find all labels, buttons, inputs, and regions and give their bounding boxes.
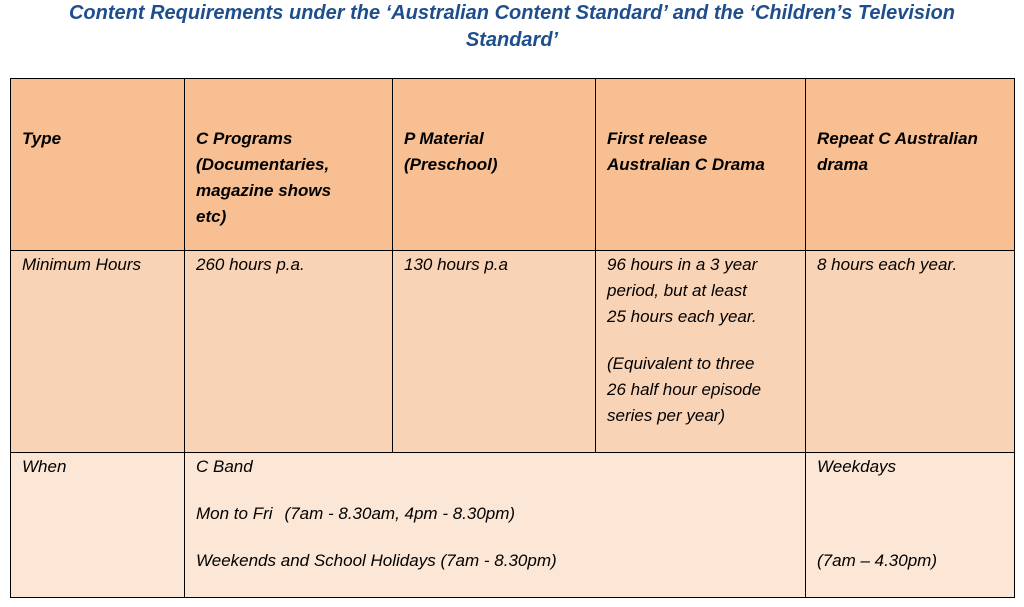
when-repeat bbox=[806, 453, 1015, 598]
table-cell-note-line: 26 half hour episode bbox=[607, 380, 762, 399]
header-first-release-line: Australian C Drama bbox=[607, 155, 765, 174]
weekend-schedule: Weekends and School Holidays (7am - 8.30pm) bbox=[196, 551, 557, 570]
when-label bbox=[11, 453, 185, 598]
when-row bbox=[11, 453, 1015, 598]
minimum-hours-p-material bbox=[393, 251, 596, 453]
header-c-programs bbox=[185, 79, 393, 251]
table-cell-note-line: series per year) bbox=[607, 406, 726, 425]
table-cell-line: 25 hours each year. bbox=[607, 307, 757, 326]
header-p-material bbox=[393, 79, 596, 251]
header-c-programs-line: magazine shows bbox=[196, 181, 332, 200]
header-p-material-line: (Preschool) bbox=[404, 155, 498, 174]
spacer bbox=[817, 527, 1004, 548]
table-cell-value: 260 hours p.a. bbox=[196, 255, 305, 274]
header-repeat-line: drama bbox=[817, 155, 869, 174]
header-c-programs-line: C Programs bbox=[196, 129, 293, 148]
table-header-row bbox=[11, 79, 1015, 251]
repeat-days: Weekdays bbox=[817, 457, 897, 476]
minimum-hours-c-programs bbox=[185, 251, 393, 453]
repeat-times: (7am – 4.30pm) bbox=[817, 551, 937, 570]
table-cell-value: 8 hours each year. bbox=[817, 255, 958, 274]
weekday-days: Mon to Fri bbox=[196, 504, 273, 523]
title-line-2: Standard’ bbox=[465, 29, 559, 51]
table-cell-line: period, but at least bbox=[607, 281, 747, 300]
header-type-label: Type bbox=[22, 129, 62, 148]
spacer bbox=[196, 527, 795, 548]
spacer bbox=[607, 330, 795, 351]
header-c-programs-line: etc) bbox=[196, 207, 227, 226]
header-repeat bbox=[806, 79, 1015, 251]
header-first-release-line: First release bbox=[607, 129, 708, 148]
header-type bbox=[11, 79, 185, 251]
header-repeat-line: Repeat C Australian bbox=[817, 129, 978, 148]
spacer bbox=[196, 480, 795, 501]
c-band-label: C Band bbox=[196, 457, 253, 476]
weekday-times: (7am - 8.30am, 4pm - 8.30pm) bbox=[284, 504, 516, 523]
spacer bbox=[817, 480, 1004, 527]
table-cell-value: 130 hours p.a bbox=[404, 255, 508, 274]
minimum-hours-row bbox=[11, 251, 1015, 453]
header-first-release bbox=[596, 79, 806, 251]
content-requirements-table bbox=[10, 78, 1015, 598]
header-c-programs-line: (Documentaries, bbox=[196, 155, 330, 174]
when-c-band bbox=[185, 453, 806, 598]
table-cell-note-line: (Equivalent to three bbox=[607, 354, 755, 373]
header-p-material-line: P Material bbox=[404, 129, 484, 148]
minimum-hours-label bbox=[11, 251, 185, 453]
title-line-1: Content Requirements under the ‘Australian Content Standard’ and the ‘Children’s Television bbox=[68, 2, 956, 24]
document-title bbox=[0, 0, 1024, 54]
row-label: Minimum Hours bbox=[22, 255, 142, 274]
weekday-schedule bbox=[196, 501, 795, 527]
table-cell-line: 96 hours in a 3 year bbox=[607, 255, 758, 274]
minimum-hours-first-release bbox=[596, 251, 806, 453]
minimum-hours-repeat bbox=[806, 251, 1015, 453]
row-label: When bbox=[22, 457, 67, 476]
